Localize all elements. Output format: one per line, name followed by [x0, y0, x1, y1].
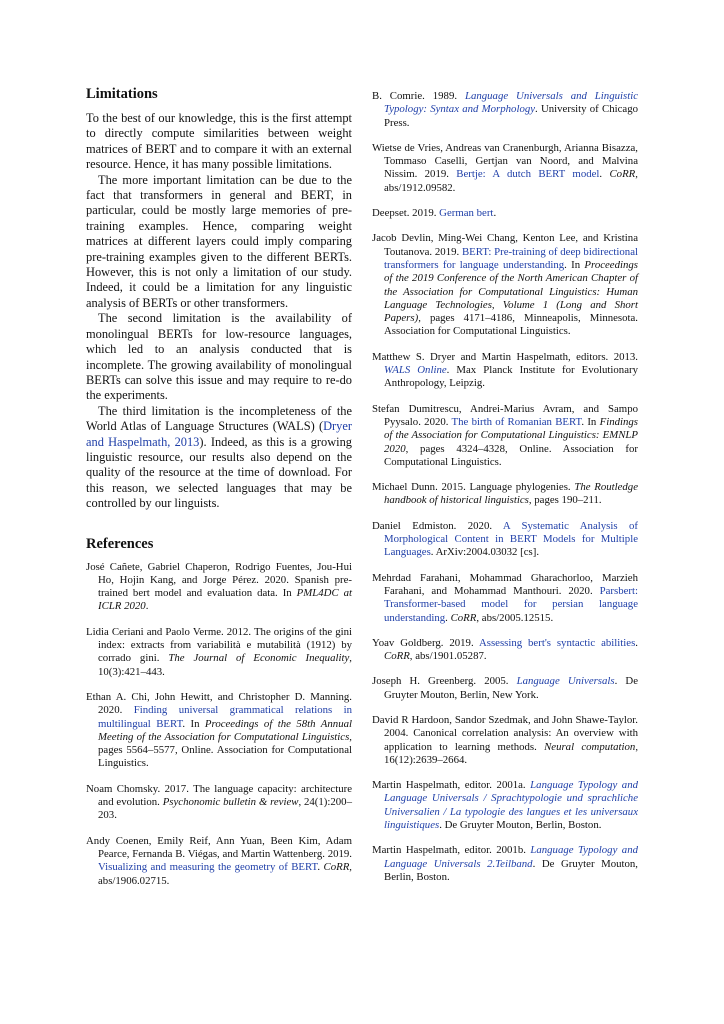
reference-devries: Wietse de Vries, Andreas van Cranenburgh, Arianna Bisazza, Tommaso Caselli, Gertjan van Noord, and Malvina Nissim. 2019. Bertje: A dutch BERT model. CoRR, abs/1912.09582.	[372, 141, 638, 194]
chi-link[interactable]: Finding universal grammatical relations in multilingual BERT	[98, 704, 352, 730]
dryer-link[interactable]: WALS Online	[384, 364, 447, 377]
farahani-link[interactable]: Parsbert: Transformer-based model for persian language understanding	[384, 584, 638, 624]
reference-deepset: Deepset. 2019. German bert.	[372, 207, 497, 220]
reference-dryer: Matthew S. Dryer and Martin Haspelmath, editors. 2013. WALS Online. Max Planck Institute for Evolutionary Anthropology, Leipzig.	[372, 350, 638, 390]
reference-haspelmath-b: Martin Haspelmath, editor. 2001b. Language Typology and Language Universals 2.Teilband. De Gruyter Mouton, Berlin, Boston.	[372, 844, 638, 883]
goldberg-link[interactable]: Assessing bert's syntactic abilities	[478, 636, 636, 649]
right-column	[372, 90, 638, 896]
limitations-paragraph-4: The third limitation is the incompleteness of the World Atlas of Language Structures (WALS) (Dryer and Haspelmath, 2013). Indeed, as this is a growing linguistic resource, our results also depend on the quality of the resource at the time of download. For this reason, we selected languages that may be controlled by our linguists.	[86, 403, 352, 511]
reference-ceriani: Lidia Ceriani and Paolo Verme. 2012. The origins of the gini index: extracts from variabilità e mutabilità (1912) by corrado gini. The Journal of Economic Inequality, 10(3):421–443.	[86, 625, 352, 678]
limitations-heading: Limitations	[86, 86, 158, 102]
wals-citation-link[interactable]: Dryer and Haspelmath, 2013	[86, 419, 352, 449]
devries-link[interactable]: Bertje: A dutch BERT model	[456, 168, 600, 181]
limitations-paragraph-1: To the best of our knowledge, this is the first attempt to directly compute similarities between weight matrices of BERT and to compare it with an external resource. Hence, it has many possible limitations.	[86, 111, 352, 172]
reference-devlin: Jacob Devlin, Ming-Wei Chang, Kenton Lee, and Kristina Toutanova. 2019. BERT: Pre-training of deep bidirectional transformers for language understanding. In Proceedings of the 2019 Conference of the North American Chapter of the Association for Computational Linguistics: Human Language Technologies, Volume 1 (Long and Short Papers), pages 4171–4186, Minneapolis, Minnesota. Association for Computational Linguistics.	[372, 232, 638, 338]
references-heading: References	[86, 535, 154, 552]
reference-canete: José Cañete, Gabriel Chaperon, Rodrigo Fuentes, Jou-Hui Ho, Hojin Kang, and Jorge Pérez. 2020. Spanish pre-trained bert model and evaluation data. In PML4DC at ICLR 2020.	[86, 560, 352, 613]
reference-coenen: Andy Coenen, Emily Reif, Ann Yuan, Been Kim, Adam Pearce, Fernanda B. Viégas, and Martin Wattenberg. 2019. Visualizing and measuring the geometry of BERT. CoRR, abs/1906.02715.	[86, 834, 352, 887]
haspelmath-b-link[interactable]: Language Typology and Language Universals 2.Teilband	[384, 844, 638, 870]
limitations-paragraph-3: The second limitation is the availability of monolingual BERTs for low-resource languages, which led to an analysis conducted that is incomplete. The growing availability of monolingual BERTs can solve this issue and may require to re-do the experiments.	[86, 311, 352, 403]
reference-farahani: Mehrdad Farahani, Mohammad Gharachorloo, Marzieh Farahani, and Mohammad Manthouri. 2020. Parsbert: Transformer-based model for persian language understanding. CoRR, abs/2005.12515.	[372, 571, 638, 624]
reference-haspelmath-a: Martin Haspelmath, editor. 2001a. Language Typology and Language Universals / Sprachtypologie und sprachliche Universalien / La typologie des langues et les universaux linguistiques. De Gruyter Mouton, Berlin, Boston.	[372, 779, 639, 832]
left-column	[86, 84, 352, 900]
reference-goldberg: Yoav Goldberg. 2019. Assessing bert's syntactic abilities. CoRR, abs/1901.05287.	[372, 636, 638, 663]
comrie-link[interactable]: Language Universals and Linguistic Typology: Syntax and Morphology	[384, 90, 638, 116]
coenen-link[interactable]: Visualizing and measuring the geometry of BERT	[98, 861, 318, 874]
reference-edmiston: Daniel Edmiston. 2020. A Systematic Analysis of Morphological Content in BERT Models for Multiple Languages. ArXiv:2004.03032 [cs].	[372, 519, 638, 559]
reference-greenberg: Joseph H. Greenberg. 2005. Language Universals. De Gruyter Mouton, Berlin, New York.	[372, 675, 638, 701]
greenberg-link[interactable]: Language Universals	[516, 675, 615, 688]
reference-chi: Ethan A. Chi, John Hewitt, and Christopher D. Manning. 2020. Finding universal grammatical relations in multilingual BERT. In Proceedings of the 58th Annual Meeting of the Association for Computational Linguistics, pages 5564–5577, Online. Association for Computational Linguistics.	[86, 690, 352, 770]
haspelmath-a-link[interactable]: Language Typology and Language Universals / Sprachtypologie und sprachliche Universalien / La typologie des langues et les universaux linguistiques	[384, 779, 639, 832]
deepset-link[interactable]: German bert	[439, 207, 494, 220]
devlin-link[interactable]: BERT: Pre-training of deep bidirectional transformers for language understanding	[384, 245, 638, 271]
limitations-paragraph-2: The more important limitation can be due to the fact that transformers in general and BERT, in particular, could be mostly large memories of pre-training examples. Hence, comparing weight matrices at different layers could imply comparing pre-training examples given to the different BERTs. However, this is not only a limitation of our study. Indeed, it could be a limitation for any linguistic analysis of BERTs or other transformers.	[86, 172, 352, 310]
reference-chomsky: Noam Chomsky. 2017. The language capacity: architecture and evolution. Psychonomic bulletin & review, 24(1):200–203.	[86, 782, 352, 822]
reference-hardoon: David R Hardoon, Sandor Szedmak, and John Shawe-Taylor. 2004. Canonical correlation analysis: An overview with application to learning methods. Neural computation, 16(12):2639–2664.	[372, 713, 639, 766]
reference-dunn: Michael Dunn. 2015. Language phylogenies. The Routledge handbook of historical linguistics, pages 190–211.	[372, 481, 639, 507]
edmiston-link[interactable]: A Systematic Analysis of Morphological Content in BERT Models for Multiple Languages	[384, 519, 638, 559]
reference-comrie: B. Comrie. 1989. Language Universals and Linguistic Typology: Syntax and Morphology. University of Chicago Press.	[372, 90, 638, 129]
reference-dumitrescu: Stefan Dumitrescu, Andrei-Marius Avram, and Sampo Pyysalo. 2020. The birth of Romanian BERT. In Findings of the Association for Computational Linguistics: EMNLP 2020, pages 4324–4328, Online. Association for Computational Linguistics.	[372, 402, 638, 468]
dumitrescu-link[interactable]: The birth of Romanian BERT	[451, 415, 582, 428]
